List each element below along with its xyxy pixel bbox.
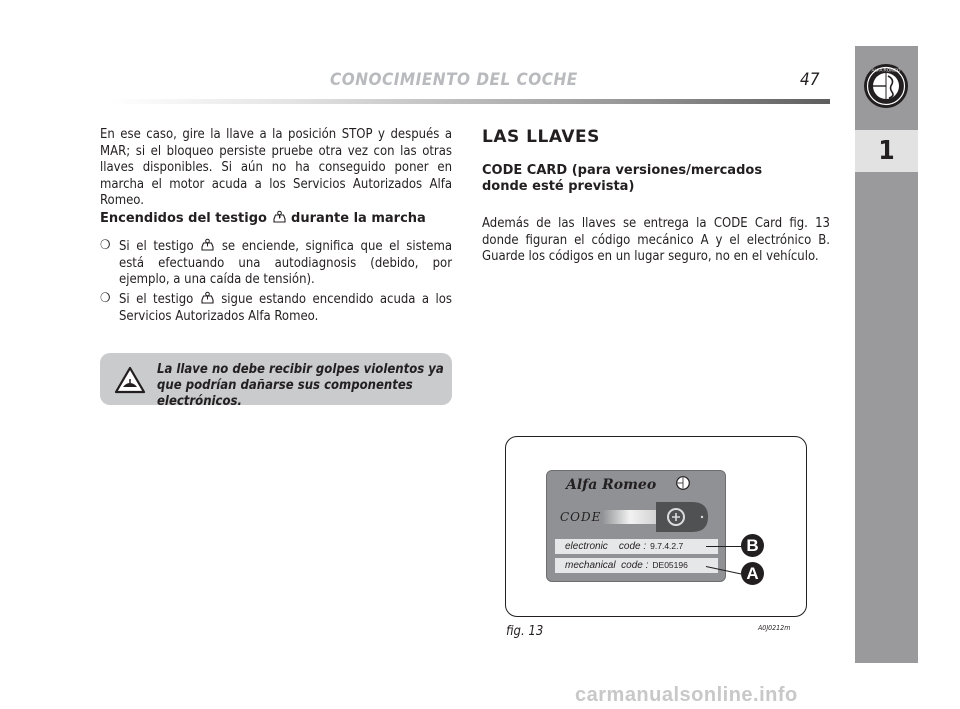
subheading-text-after: durante la marcha [291,211,426,226]
mechanical-code-value: DE05196 [652,560,688,570]
bullet-text-before: Si el testigo [119,239,194,254]
car-key-warning-light-icon [200,291,215,305]
section-heading: LAS LLAVES [482,127,600,147]
warning-triangle-icon [114,366,146,394]
key-chip-graphic-icon [600,498,716,536]
chapter-number: 1 [855,130,918,172]
card-brand-logo: Alfa Romeo [566,477,657,493]
watermark: carmanualsonline.info [575,684,798,706]
warning-text: La llave no debe recibir golpes violentos ya que podrían dañarse sus componentes electrónicos. [157,362,444,409]
callout-a: A [741,562,764,585]
intro-paragraph: En ese caso, gire la llave a la posición STOP y después a MAR; si el bloqueo persiste pruebe otra vez con las otras llaves disponibles. Si aún no ha conseguido poner en marcha el motor acuda a los Servicios Autorizados Alfa Romeo. [100,127,452,208]
svg-text:ALFA ROMEO: ALFA ROMEO [871,67,901,73]
callout-b: B [741,534,764,557]
figure-caption: fig. 13 [506,624,544,639]
bullet-text-before: Si el testigo [119,292,194,307]
bullet-marker: ❍ [100,291,111,306]
section-title: CONOCIMIENTO DEL COCHE [330,70,578,90]
bullet-text-after: sigue estando encendido acuda a los Servicios Autorizados Alfa Romeo. [119,292,453,324]
bullet-text-after: se enciende, significa que el sistema está efectuando una autodiagnosis (debido, por ejemplo, a una caída de tensión). [119,239,453,287]
header-rule [110,99,830,104]
card-emblem-icon [676,476,690,490]
subheading-text-before: Encendidos del testigo [100,211,267,226]
figure-code: A0J0212m [758,624,791,632]
indicator-subheading [100,210,460,227]
electronic-code-label: electronic code : [565,541,647,552]
bullet-item-1 [100,238,452,289]
electronic-code-value: 9.7.4.2.7 [650,541,684,551]
code-card-paragraph: Además de las llaves se entrega la CODE Card fig. 13 donde figuran el código mecánico A y el electrónico B. Guarde los códigos en un lugar seguro, no en el vehículo. [482,216,830,264]
mechanical-code-row [555,558,718,573]
electronic-code-row [555,539,718,554]
page-number: 47 [800,70,820,90]
bullet-marker: ❍ [100,238,111,253]
alfa-romeo-logo-icon [862,62,910,110]
mechanical-code-label: mechanical code : [565,560,649,571]
card-code-word: CODE [560,510,602,524]
callout-b-leader [706,546,742,547]
bullet-item-2 [100,291,452,325]
code-card-subheading: CODE CARD (para versiones/mercados donde esté prevista) [482,163,763,194]
car-key-warning-light-icon [272,210,287,224]
car-key-warning-light-icon [200,238,215,252]
